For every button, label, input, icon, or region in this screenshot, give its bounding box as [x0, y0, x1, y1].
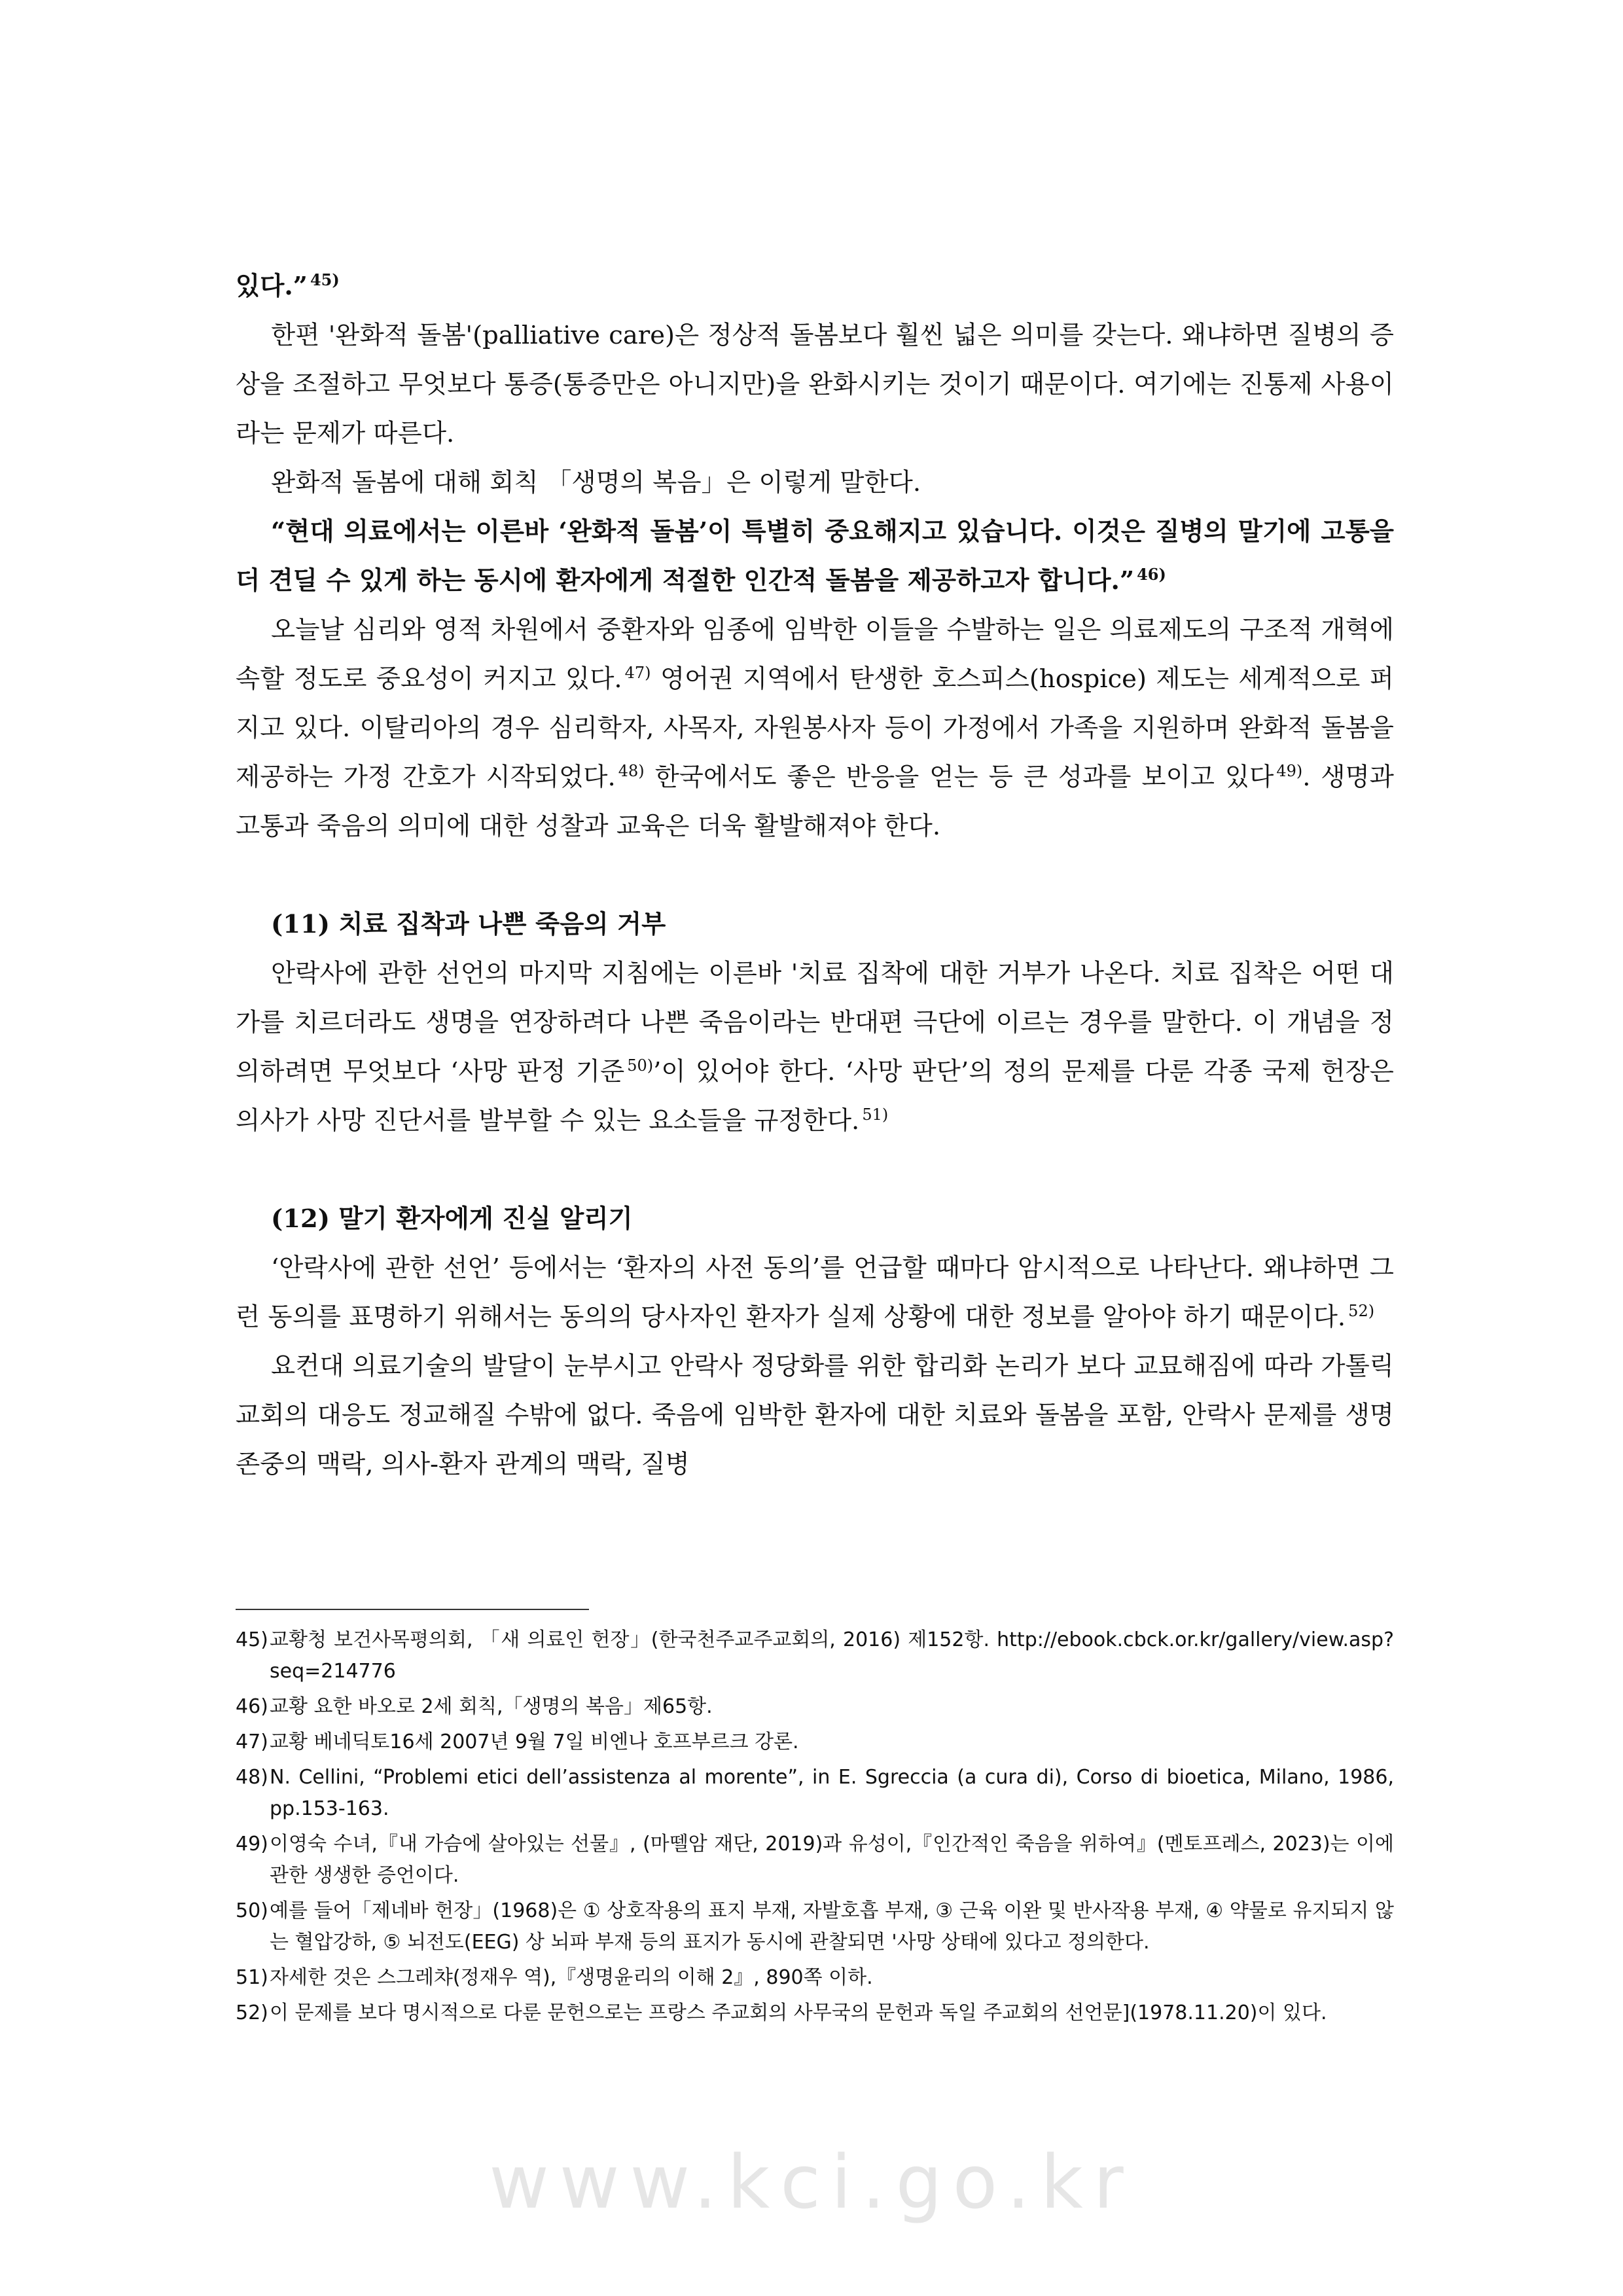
footnote-divider	[236, 1609, 589, 1610]
footnote-ref-46[interactable]: 46)	[1137, 565, 1166, 584]
footnote-48: 48)N. Cellini, “Problemi etici dell’assistenza al morente”, in E. Sgreccia (a cura di), Corso di bioetica, Milano, 1986, pp.153-163.	[236, 1766, 1394, 1820]
section-heading-11: (11) 치료 집착과 나쁜 죽음의 거부	[271, 910, 666, 939]
footnote-49: 49)이영숙 수녀,『내 가슴에 살아있는 선물』, (마뗄암 재단, 2019)과 유성이,『인간적인 죽음을 위하여』(멘토프레스, 2023)는 이에 관한 생생한 증언이다.	[236, 1833, 1394, 1887]
paragraph-informed-consent: ‘안락사에 관한 선언’ 등에서는 ‘환자의 사전 동의’를 언급할 때마다 암시적으로 나타난다. 왜냐하면 그런 동의를 표명하기 위해서는 동의의 당사자인 환자가 실제 상황에 대한 정보를 알아야 하기 때문이다. $^{52)}$	[236, 1253, 1394, 1332]
paragraph-evangelium-vitae-intro: 완화적 돌봄에 대해 회칙 「생명의 복음」은 이렇게 말한다.	[271, 468, 921, 497]
footnote-ref-51[interactable]: 51)	[862, 1105, 889, 1124]
paragraph-conclusion: 요컨대 의료기술의 발달이 눈부시고 안락사 정당화를 위한 합리화 논리가 보다 교묘해짐에 따라 가톨릭교회의 대응도 정교해질 수밖에 없다. 죽음에 임박한 환자에 대한 치료와 돌봄을 포함, 안락사 문제를 생명 존중의 맥락, 의사-환자 관계의 맥락, 질병	[236, 1352, 1394, 1479]
paragraph-therapeutic-obstinacy: 안락사에 관한 선언의 마지막 지침에는 이른바 '치료 집착에 대한 거부가 나온다. 치료 집착은 어떤 대가를 치르더라도 생명을 연장하려다 나쁜 죽음이라는 반대편 극단에 이르는 경우를 말한다. 이 개념을 정의하려면 무엇보다 ‘사망 판정 기준 $^{50)}$’이 있어야 한다. ‘사망 판단’의 정의 문제를 다룬 각종 국제 헌장은 의사가 사망 진단서를 발부할 수 있는 요소들을 규정한다. $^{51)}$	[236, 959, 1394, 1136]
footnote-ref-47[interactable]: 47)	[624, 664, 651, 682]
footnote-47: 47)교황 베네딕토16세 2007년 9월 7일 비엔나 호프부르크 강론.	[236, 1731, 799, 1753]
footnote-46: 46)교황 요한 바오로 2세 회칙,「생명의 복음」제65항.	[236, 1695, 713, 1718]
footnote-50: 50)예를 들어「제네바 헌장」(1968)은 ① 상호작용의 표지 부재, 자발호흡 부재, ③ 근육 이완 및 반사작용 부재, ④ 약물로 유지되지 않는 혈압강하, ⑤ 뇌전도(EEG) 상 뇌파 부재 등의 표지가 동시에 관찰되면 '사망 상태에 있다고 정의한다.	[236, 1899, 1394, 1954]
footnote-51: 51)자세한 것은 스그레챠(정재우 역),『생명윤리의 이해 2』, 890쪽 이하.	[236, 1966, 873, 1989]
paragraph-palliative-care: 한편 '완화적 돌봄'(palliative care)은 정상적 돌봄보다 훨씬 넓은 의미를 갖는다. 왜냐하면 질병의 증상을 조절하고 무엇보다 통증(통증만은 아니지만)을 완화시키는 것이기 때문이다. 여기에는 진통제 사용이라는 문제가 따른다.	[236, 321, 1394, 448]
footnote-ref-52[interactable]: 52)	[1348, 1302, 1375, 1320]
paragraph-hospice: 오늘날 심리와 영적 차원에서 중환자와 임종에 임박한 이들을 수발하는 일은 의료제도의 구조적 개혁에 속할 정도로 중요성이 커지고 있다. $^{47)}$ 영어권 지역에서 탄생한 호스피스(hospice) 제도는 세계적으로 퍼지고 있다. 이탈리아의 경우 심리학자, 사목자, 자원봉사자 등이 가정에서 가족을 지원하며 완화적 돌봄을 제공하는 가정 간호가 시작되었다. $^{48)}$ 한국에서도 좋은 반응을 얻는 등 큰 성과를 보이고 있다 $^{49)}$. 생명과 고통과 죽음의 의미에 대한 성찰과 교육은 더욱 활발해져야 한다.	[236, 615, 1394, 841]
footnote-45: 45)교황청 보건사목평의회, 「새 의료인 헌장」(한국천주교주교회의, 2016) 제152항. http://ebook.cbck.or.kr/gallery/view.asp?seq=214776	[236, 1628, 1394, 1683]
watermark: www.kci.go.kr	[489, 2140, 1134, 2225]
footnote-ref-50[interactable]: 50)	[627, 1056, 654, 1075]
main-text	[236, 262, 1394, 1489]
paragraph-quote-evangelium-vitae: “현대 의료에서는 이른바 ‘완화적 돌봄’이 특별히 중요해지고 있습니다. 이것은 질병의 말기에 고통을 더 견딜 수 있게 하는 동시에 환자에게 적절한 인간적 돌봄을 제공하고자 합니다.” $^{46)}$	[236, 517, 1394, 596]
footnote-ref-45[interactable]: 45)	[310, 270, 340, 289]
footnote-ref-48[interactable]: 48)	[618, 762, 645, 780]
footnote-ref-49[interactable]: 49)	[1276, 762, 1303, 780]
paragraph-quote-end: 있다.” $^{45)}$	[236, 270, 340, 301]
footnotes	[236, 1624, 1394, 2033]
footnote-52: 52)이 문제를 보다 명시적으로 다룬 문헌으로는 프랑스 주교회의 사무국의 문헌과 독일 주교회의 선언문](1978.11.20)이 있다.	[236, 2001, 1327, 2024]
section-heading-12: (12) 말기 환자에게 진실 알리기	[271, 1204, 633, 1234]
